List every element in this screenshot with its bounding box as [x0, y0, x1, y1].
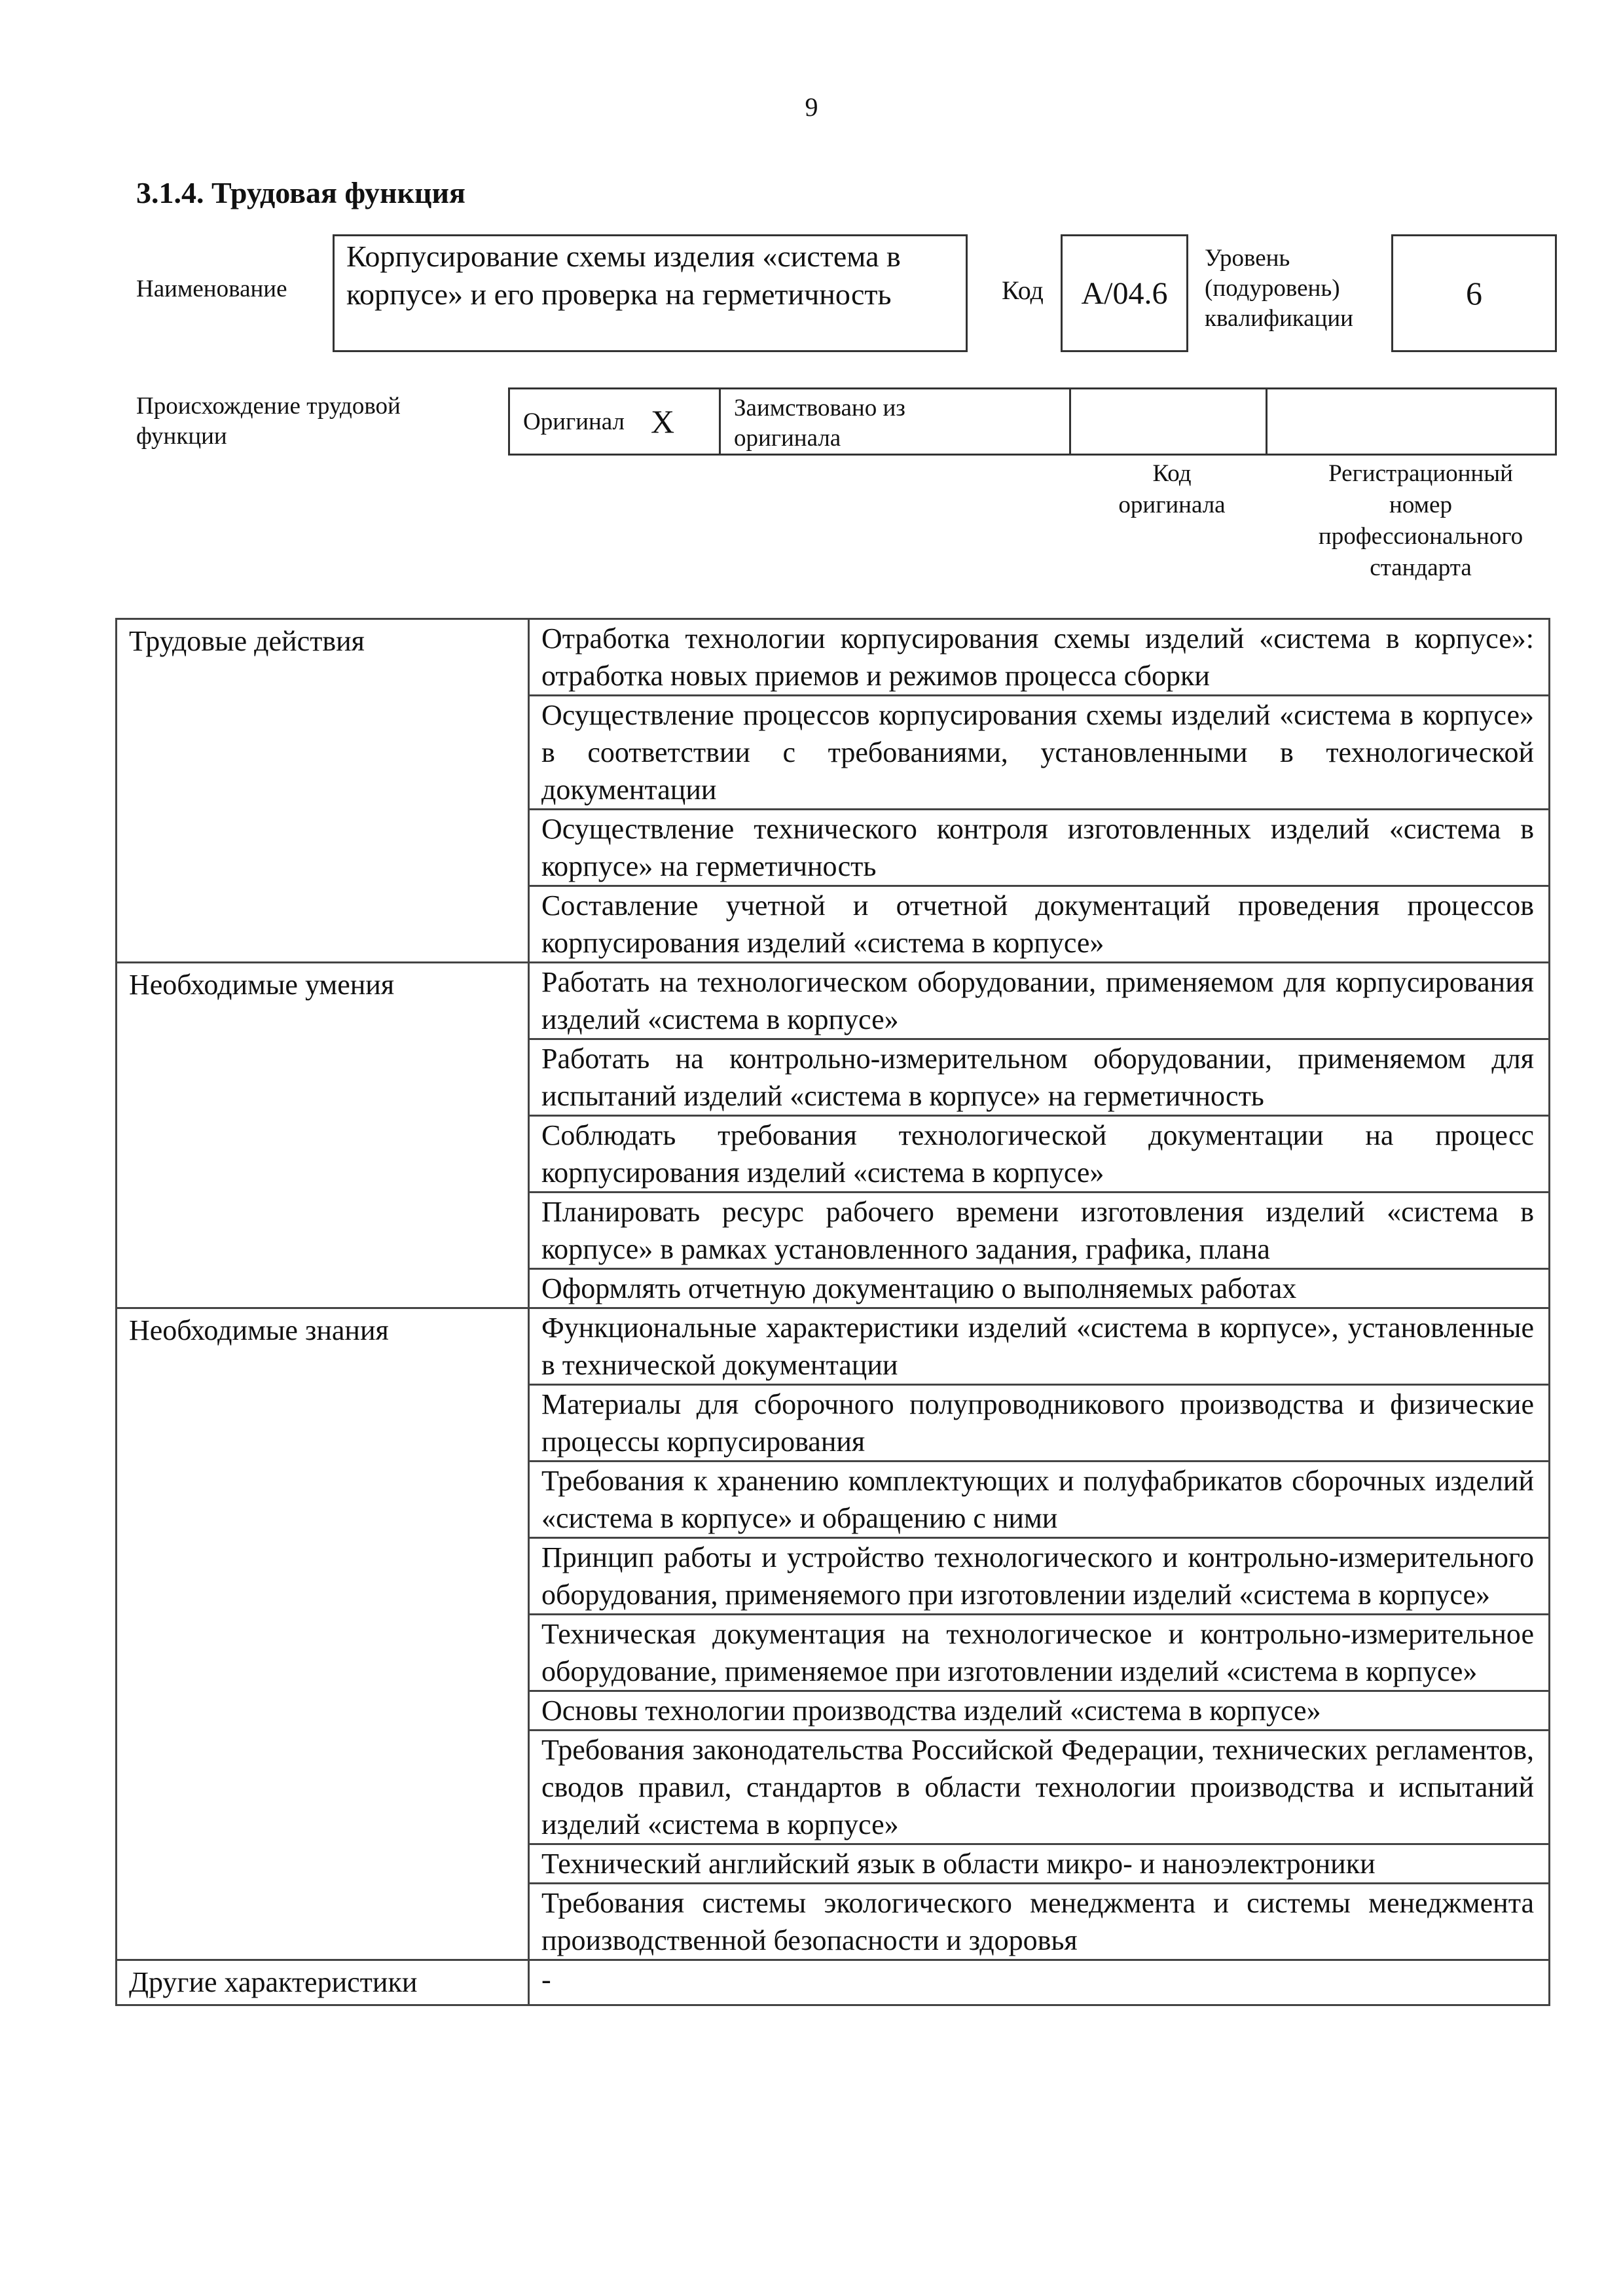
original-cell [510, 389, 721, 454]
knowledge-item: Требования законодательства Российской Федерации, технических регламентов, сводов правил, стандартов в области технологии производства и испытаний изделий «система в корпусе» [529, 1731, 1550, 1844]
other-characteristics-label: Другие характеристики [117, 1960, 529, 2005]
caption-line: Код [1152, 460, 1192, 487]
knowledge-item: Техническая документация на технологическое и контрольно-измерительное оборудование, применяемое при изготовлении изделий «система в корпусе» [529, 1615, 1550, 1691]
name-value-box: Корпусирование схемы изделия «система в корпусе» и его проверка на герметичность [333, 234, 968, 352]
borrowed-line: оригинала [734, 425, 841, 452]
labor-action-item: Отработка технологии корпусирования схемы изделий «система в корпусе»: отработка новых приемов и режимов процесса сборки [529, 619, 1550, 696]
registration-number-caption [1283, 458, 1558, 584]
skill-item: Работать на технологическом оборудовании, применяемом для корпусирования изделий «система в корпусе» [529, 963, 1550, 1039]
level-label-line: Уровень [1205, 245, 1290, 272]
caption-line: Регистрационный [1328, 460, 1513, 487]
knowledge-item: Принцип работы и устройство технологического и контрольно-измерительного оборудования, применяемого при изготовлении изделий «система в корпусе» [529, 1538, 1550, 1615]
caption-line: стандарта [1370, 554, 1472, 581]
knowledge-item: Материалы для сборочного полупроводникового производства и физические процессы корпусирования [529, 1385, 1550, 1462]
original-mark: X [651, 403, 675, 440]
origin-table [508, 387, 1557, 456]
labor-action-item: Осуществление процессов корпусирования схемы изделий «система в корпусе» в соответствии с требованиями, установленными в технологической документации [529, 696, 1550, 810]
original-label: Оригинал [523, 408, 625, 435]
registration-number-cell [1267, 389, 1555, 454]
level-label [1205, 243, 1353, 334]
table-row [117, 619, 1550, 696]
knowledge-item: Основы технологии производства изделий «система в корпусе» [529, 1691, 1550, 1731]
skill-item: Планировать ресурс рабочего времени изготовления изделий «система в корпусе» в рамках установленного задания, графика, плана [529, 1193, 1550, 1269]
caption-line: профессионального [1318, 523, 1523, 550]
origin-label [136, 391, 401, 452]
knowledge-item: Функциональные характеристики изделий «система в корпусе», установленные в технической документации [529, 1308, 1550, 1385]
borrowed-line: Заимствовано из [734, 395, 905, 422]
borrowed-cell [721, 389, 1071, 454]
level-label-line: (подуровень) [1205, 275, 1340, 302]
labor-actions-label: Трудовые действия [117, 619, 529, 963]
section-title: 3.1.4. Трудовая функция [136, 176, 465, 209]
level-value-box: 6 [1391, 234, 1557, 352]
knowledge-item: Требования к хранению комплектующих и полуфабрикатов сборочных изделий «система в корпусе» и обращению с ними [529, 1462, 1550, 1538]
required-knowledge-label: Необходимые знания [117, 1308, 529, 1960]
skill-item: Оформлять отчетную документацию о выполняемых работах [529, 1269, 1550, 1308]
table-row [117, 1960, 1550, 2005]
other-characteristics-value: - [529, 1960, 1550, 2005]
level-label-line: квалификации [1205, 305, 1353, 332]
knowledge-item: Требования системы экологического менеджмента и системы менеджмента производственной безопасности и здоровья [529, 1884, 1550, 1960]
original-code-caption [1074, 458, 1270, 521]
original-code-cell [1071, 389, 1267, 454]
page-number: 9 [805, 92, 818, 122]
skill-item: Соблюдать требования технологической документации на процесс корпусирования изделий «система в корпусе» [529, 1116, 1550, 1193]
skill-item: Работать на контрольно-измерительном оборудовании, применяемом для испытаний изделий «система в корпусе» на герметичность [529, 1039, 1550, 1116]
code-label: Код [1002, 276, 1044, 305]
name-label: Наименование [136, 276, 287, 302]
labor-function-table [115, 618, 1550, 2006]
labor-action-item: Осуществление технического контроля изготовленных изделий «система в корпусе» на герметичность [529, 810, 1550, 886]
table-row [117, 963, 1550, 1039]
caption-line: номер [1389, 492, 1452, 518]
knowledge-item: Технический английский язык в области микро- и наноэлектроники [529, 1844, 1550, 1884]
labor-action-item: Составление учетной и отчетной документаций проведения процессов корпусирования изделий «система в корпусе» [529, 886, 1550, 963]
origin-label-line: Происхождение трудовой [136, 393, 401, 420]
required-skills-label: Необходимые умения [117, 963, 529, 1308]
caption-line: оригинала [1118, 492, 1226, 518]
origin-label-line: функции [136, 423, 227, 450]
code-value-box: А/04.6 [1061, 234, 1188, 352]
table-row [117, 1308, 1550, 1385]
